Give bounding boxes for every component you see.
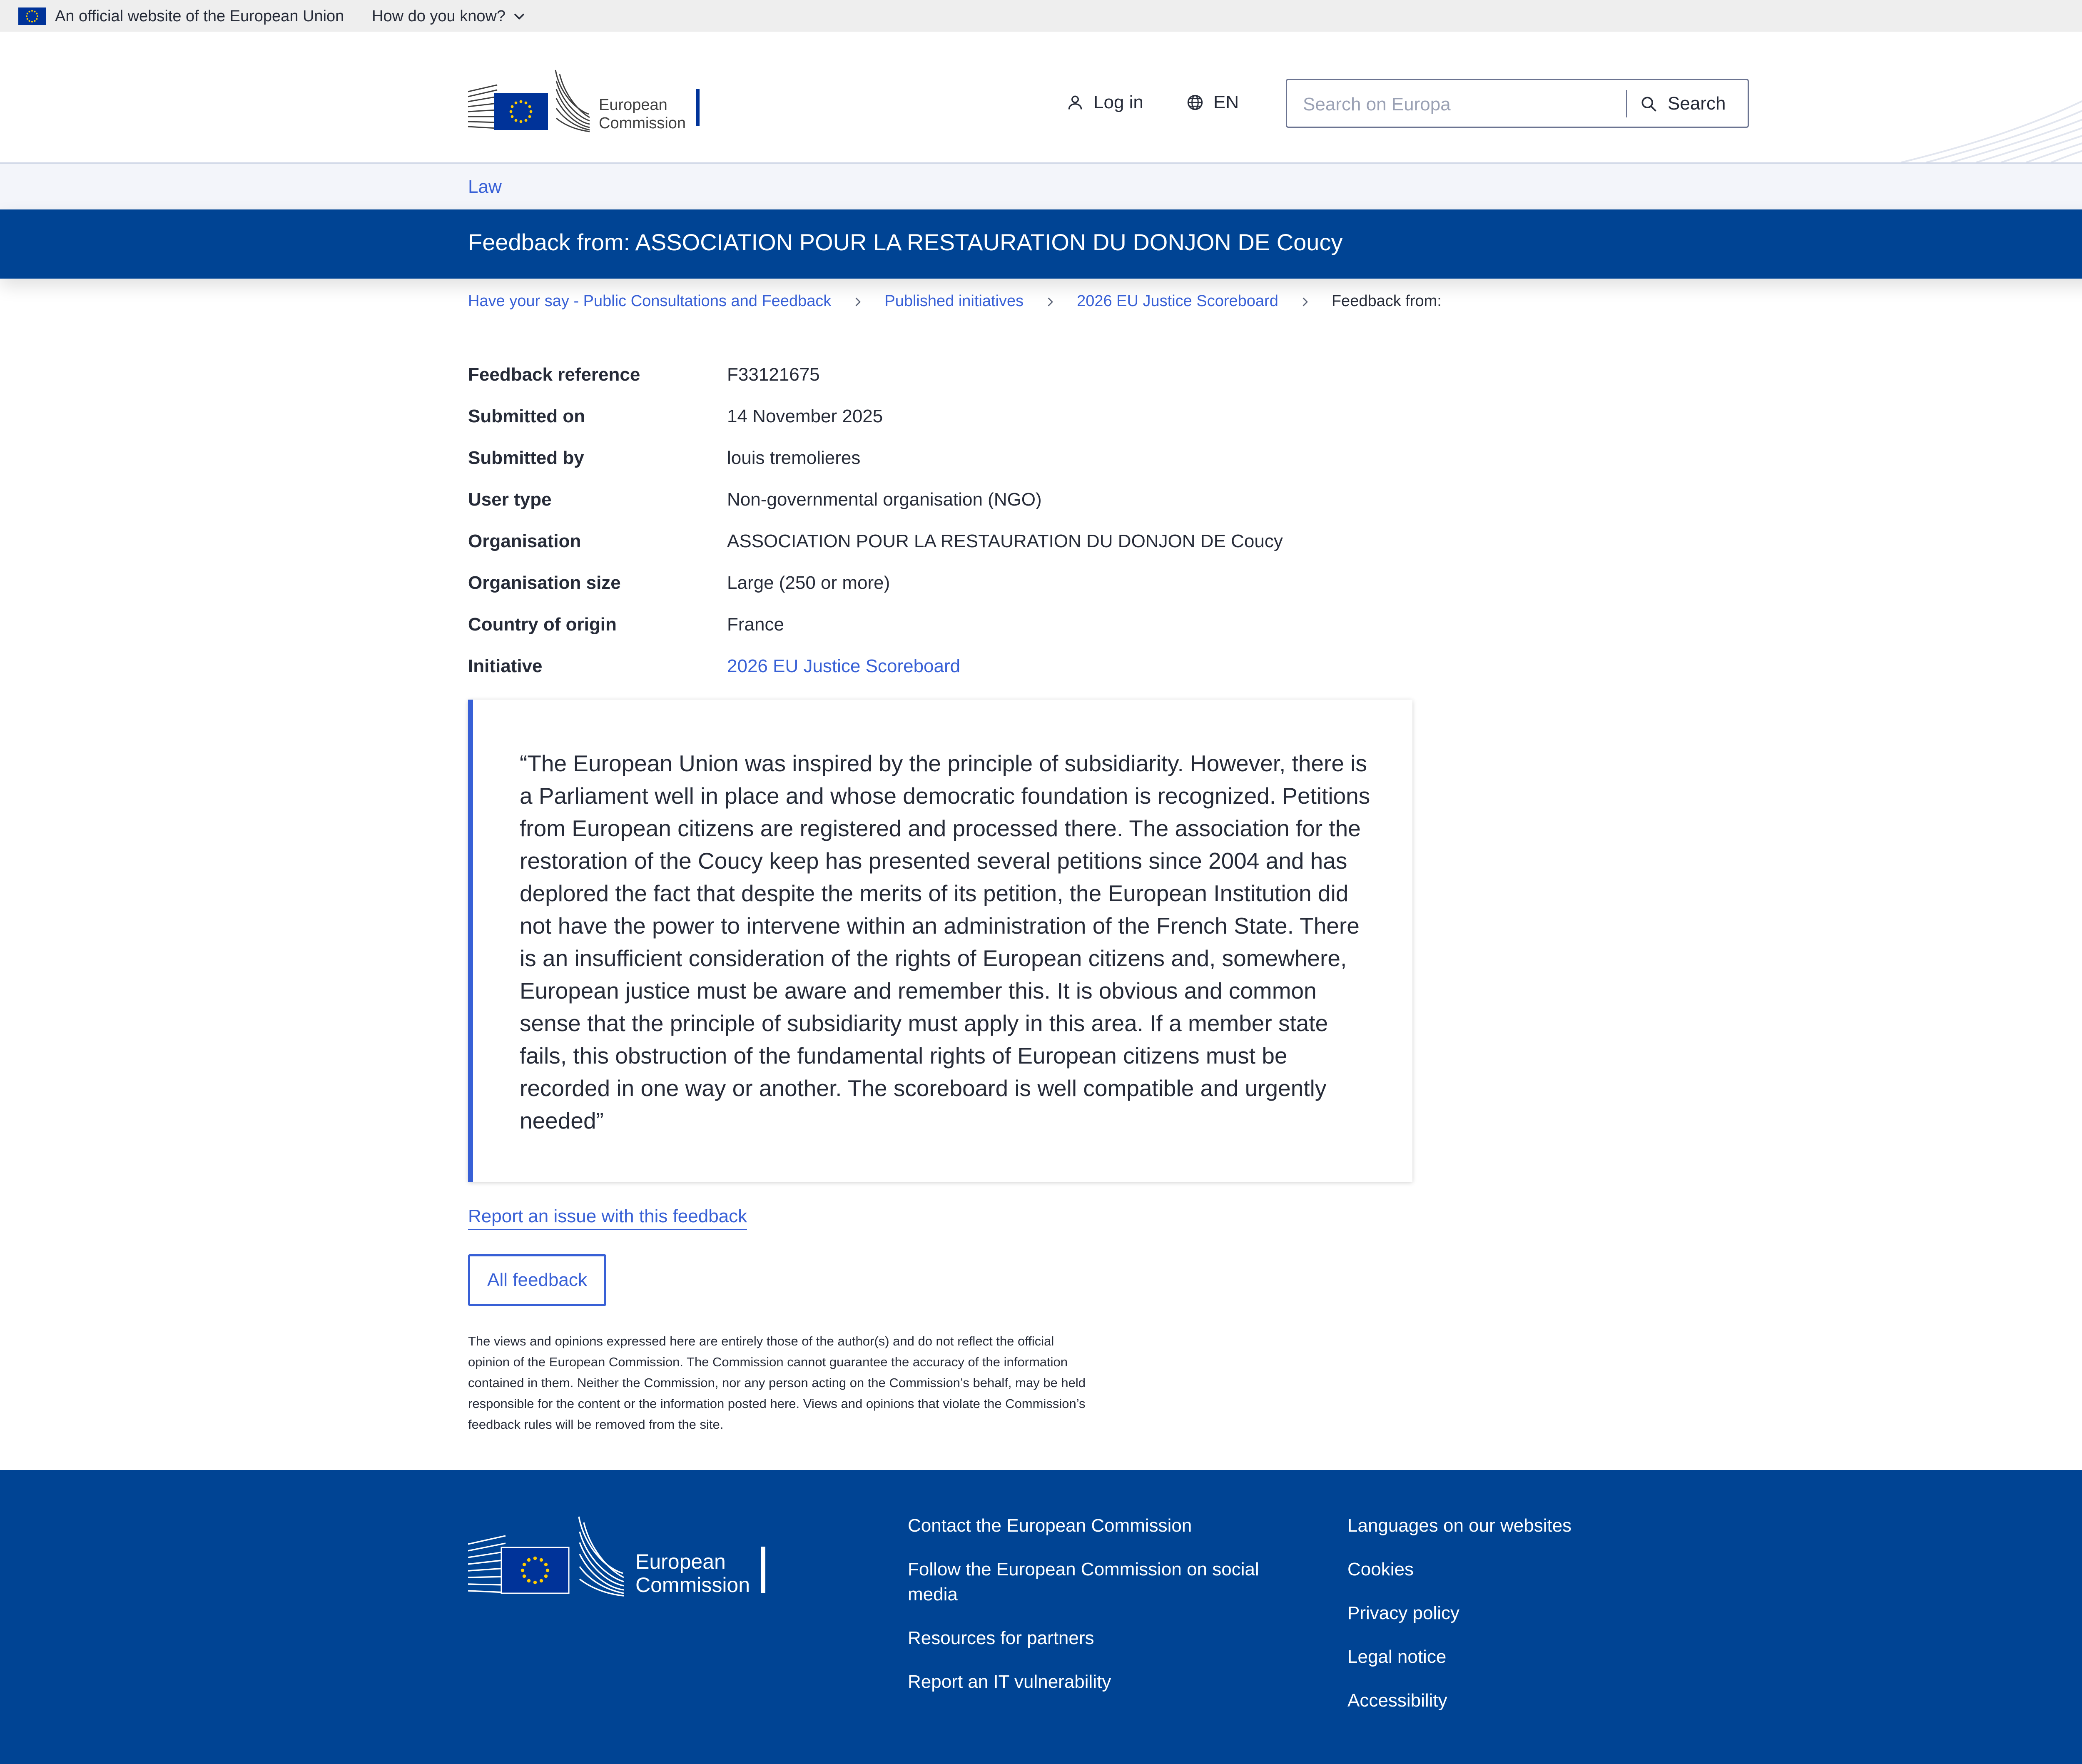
detail-value: F33121675: [727, 364, 820, 385]
footer-link-accessibility[interactable]: Accessibility: [1347, 1690, 1447, 1711]
how-do-you-know-label: How do you know?: [372, 7, 506, 25]
footer-logo-wordmark: [635, 1550, 750, 1597]
site-header: [0, 32, 2082, 164]
globe-icon: [1186, 93, 1204, 112]
detail-value: France: [727, 614, 784, 635]
all-feedback-button[interactable]: All feedback: [468, 1254, 606, 1306]
how-do-you-know-toggle[interactable]: [372, 7, 526, 25]
disclaimer-text: The views and opinions expressed here are entirely those of the author(s) and do not reflect the official opinion of the European Commission. The Commission cannot guarantee the accuracy of the information contained in them. Neither the Commission, nor any person acting on the Commission’s behalf, may be held responsible for the content or the information posted here. Views and opinions that violate the Commission’s feedback rules will be removed from the site.: [468, 1334, 1086, 1432]
breadcrumb-separator: [1278, 292, 1332, 311]
breadcrumb: [468, 292, 1442, 311]
breadcrumb-item-have-your-say[interactable]: Have your say - Public Consultations and Feedback: [468, 292, 832, 310]
logo-wordmark: [599, 96, 686, 132]
footer-links-column-2: [1347, 1513, 1722, 1732]
logo-line-1: European: [599, 96, 667, 114]
search-input[interactable]: [1302, 92, 1620, 117]
login-label: Log in: [1093, 92, 1143, 112]
footer-link-report-vulnerability[interactable]: Report an IT vulnerability: [908, 1672, 1111, 1692]
footer-link-languages[interactable]: Languages on our websites: [1347, 1515, 1572, 1536]
detail-label: Submitted by: [468, 448, 584, 468]
site-name-bar: [0, 164, 2082, 209]
detail-value: Large (250 or more): [727, 573, 890, 593]
logo-divider: [696, 89, 700, 126]
detail-label: Organisation size: [468, 573, 621, 593]
eu-flag-icon: [18, 7, 46, 25]
breadcrumb-separator: [1024, 292, 1077, 311]
detail-label: User type: [468, 489, 552, 510]
footer-link-resources-partners[interactable]: Resources for partners: [908, 1628, 1094, 1648]
footer-links-column-1: [908, 1513, 1283, 1713]
breadcrumb-separator: [831, 292, 884, 311]
chevron-right-icon: [852, 296, 864, 308]
footer-logo-divider: [761, 1547, 765, 1593]
language-code: EN: [1213, 92, 1239, 112]
footer-logo-line-1: European: [635, 1550, 726, 1573]
footer-link-cookies[interactable]: Cookies: [1347, 1559, 1414, 1580]
page-title: Feedback from: ASSOCIATION POUR LA RESTAURATION DU DONJON DE Coucy: [468, 229, 1343, 255]
chevron-right-icon: [1299, 296, 1311, 308]
footer-link-privacy-policy[interactable]: Privacy policy: [1347, 1603, 1459, 1623]
feedback-text: “The European Union was inspired by the principle of subsidiarity. However, there is a Parliament well in place and whose democratic foundation is recognized. Petitions from European citizens are registered and processed there. The association for the restoration of the Coucy keep has presented several petitions since 2004 and has deplored the fact that despite the merits of its petition, the European Institution did not have the power to intervene within an administration of the French State. There is an insufficient consideration of the rights of European citizens and, somewhere, European justice must be aware and remember this. It is obvious and common sense that the principle of subsidiarity must apply in this area. If a member state fails, this obstruction of the fundamental rights of European citizens must be recorded in one way or another. The scoreboard is well compatible and urgently needed”: [520, 750, 1370, 1134]
detail-value: ASSOCIATION POUR LA RESTAURATION DU DONJON DE Coucy: [727, 531, 1283, 551]
report-issue-link[interactable]: Report an issue with this feedback: [468, 1205, 747, 1230]
search-divider: [1626, 90, 1627, 117]
chevron-right-icon: [1044, 296, 1056, 308]
european-commission-logo[interactable]: [468, 68, 701, 133]
detail-label: Organisation: [468, 531, 581, 551]
site-footer: [0, 1470, 2082, 1764]
feedback-quote-card: [468, 700, 1412, 1182]
official-website-text: An official website of the European Union: [55, 7, 344, 25]
breadcrumb-item-initiative[interactable]: 2026 EU Justice Scoreboard: [1077, 292, 1278, 310]
logo-line-2: Commission: [599, 115, 686, 132]
site-name-link[interactable]: Law: [468, 177, 502, 197]
detail-value: 14 November 2025: [727, 406, 883, 426]
user-icon: [1066, 93, 1084, 112]
search-button[interactable]: [1639, 90, 1726, 117]
search-button-label: Search: [1668, 93, 1726, 114]
login-link[interactable]: [1066, 92, 1143, 113]
page-header-banner: [0, 209, 2082, 279]
initiative-link[interactable]: 2026 EU Justice Scoreboard: [727, 656, 961, 676]
chevron-down-icon: [512, 9, 526, 23]
eu-official-bar: [0, 0, 2082, 32]
language-selector[interactable]: [1186, 92, 1239, 113]
detail-label: Submitted on: [468, 406, 585, 426]
footer-link-contact[interactable]: Contact the European Commission: [908, 1515, 1192, 1536]
breadcrumb-item-current: Feedback from:: [1331, 292, 1442, 310]
footer-link-legal-notice[interactable]: Legal notice: [1347, 1647, 1447, 1667]
footer-european-commission-logo[interactable]: [468, 1515, 768, 1598]
breadcrumb-item-published-initiatives[interactable]: Published initiatives: [884, 292, 1024, 310]
search-icon: [1639, 95, 1658, 113]
detail-label: Feedback reference: [468, 364, 640, 385]
detail-label: Country of origin: [468, 614, 617, 635]
header-decoration: [1885, 32, 2082, 162]
detail-label: Initiative: [468, 656, 543, 676]
footer-link-social-media[interactable]: Follow the European Commission on social media: [908, 1559, 1259, 1605]
detail-value: Non-governmental organisation (NGO): [727, 489, 1042, 510]
search-form: [1286, 79, 1749, 128]
detail-value: louis tremolieres: [727, 448, 861, 468]
footer-logo-line-2: Commission: [635, 1573, 750, 1597]
